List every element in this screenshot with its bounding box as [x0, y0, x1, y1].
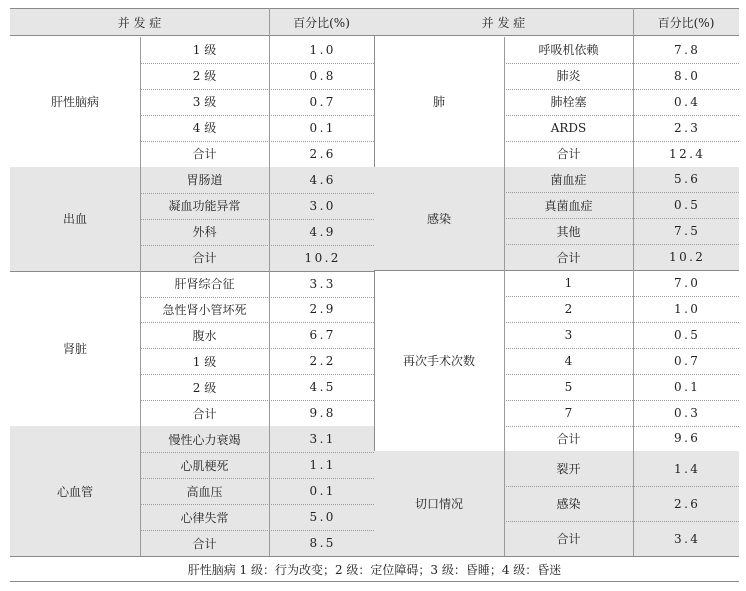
left-row-value: 1 . 0 — [309, 42, 334, 57]
right-row-item: 7 — [564, 405, 573, 420]
right-row-value: 0 . 5 — [674, 198, 698, 213]
left-row-item: 急性肾小管坏死 — [162, 302, 247, 317]
right-row-value: 8 . 0 — [674, 68, 698, 83]
right-row-value: 0 . 1 — [674, 379, 698, 394]
left-row-value: 2 . 9 — [309, 302, 334, 317]
left-row-item: 肝肾综合征 — [174, 277, 235, 292]
right-row-value: 7 . 5 — [674, 224, 698, 239]
right-row-value: 3 . 4 — [674, 531, 698, 546]
right-row-item: 合计 — [556, 250, 581, 265]
right-row-item: 合计 — [556, 532, 581, 547]
left-row-value: 2 . 6 — [309, 146, 334, 161]
left-group-label: 肾脏 — [62, 341, 87, 356]
left-row-value: 4 . 5 — [309, 380, 334, 395]
left-row-item: 合计 — [192, 406, 217, 421]
right-row-item: 合计 — [556, 431, 581, 446]
right-row-value: 2 . 3 — [674, 120, 698, 135]
right-row-value: 0 . 4 — [674, 94, 698, 109]
right-row-value: 1 . 4 — [674, 461, 698, 476]
left-value-col-divider — [269, 271, 270, 427]
left-row-value: 1 0 . 2 — [304, 250, 339, 265]
right-row-value: 1 0 . 2 — [669, 250, 703, 265]
left-row-item: 4 级 — [192, 121, 217, 136]
left-row-item: 3 级 — [192, 95, 217, 110]
left-header-complication: 并 发 症 — [117, 16, 162, 30]
left-row-value: 1 . 1 — [309, 458, 334, 473]
right-row-item: 裂开 — [556, 462, 581, 477]
left-row-item: 胃肠道 — [186, 173, 223, 188]
right-group-col-divider — [504, 451, 505, 556]
left-row-value: 0 . 7 — [309, 94, 334, 109]
left-group-col-divider — [140, 271, 141, 427]
left-row-value: 9 . 8 — [309, 406, 334, 421]
right-group-label: 切口情况 — [414, 497, 463, 512]
right-row-item: 真菌血症 — [544, 198, 593, 213]
left-row-item: 合计 — [192, 251, 217, 266]
left-row-value: 6 . 7 — [309, 328, 334, 343]
right-row-item: 4 — [564, 353, 573, 368]
right-row-value: 9 . 6 — [674, 431, 698, 446]
left-row-value: 8 . 5 — [309, 536, 334, 551]
left-row-item: 慢性心力衰竭 — [168, 432, 241, 447]
left-row-value: 3 . 3 — [309, 276, 334, 291]
right-row-value: 7 . 0 — [674, 276, 698, 291]
right-group-label: 再次手术次数 — [402, 354, 475, 369]
right-group-label: 肺 — [432, 95, 445, 110]
right-row-item: 肺栓塞 — [550, 95, 587, 110]
right-group-col-divider — [504, 270, 505, 451]
right-value-col-divider — [633, 37, 634, 167]
right-row-value: 0 . 5 — [674, 327, 698, 342]
right-group-label: 感染 — [426, 211, 451, 226]
left-row-value: 0 . 1 — [309, 484, 334, 499]
right-row-item: 感染 — [556, 497, 581, 512]
right-row-value: 0 . 3 — [674, 405, 698, 420]
left-row-item: 1 级 — [192, 354, 217, 369]
right-header-percent: 百分比(%) — [657, 16, 715, 30]
left-group-col-divider — [140, 167, 141, 271]
right-row-item: 其他 — [556, 224, 581, 239]
left-value-col-divider — [269, 426, 270, 556]
right-row-value: 2 . 6 — [674, 496, 698, 511]
right-row-value: 1 2 . 4 — [669, 146, 703, 161]
left-row-item: 合计 — [192, 536, 217, 551]
left-row-item: 心律失常 — [180, 510, 229, 525]
right-row-item: 1 — [564, 276, 573, 291]
right-row-value: 0 . 7 — [674, 353, 698, 368]
left-header-percent: 百分比(%) — [293, 16, 350, 30]
left-group-label: 心血管 — [56, 484, 93, 499]
left-group-label: 出血 — [62, 212, 87, 227]
right-row-item: ARDS — [550, 120, 587, 135]
left-row-item: 心肌梗死 — [180, 458, 229, 473]
right-row-item: 2 — [564, 301, 573, 316]
left-row-item: 凝血功能异常 — [168, 199, 241, 214]
left-row-value: 5 . 0 — [309, 510, 334, 525]
table-footnote: 肝性脑病 1 级：行为改变；2 级：定位障碍；3 级：昏睡；4 级：昏迷 — [10, 556, 739, 582]
left-header-divider — [269, 8, 270, 37]
left-value-col-divider — [269, 37, 270, 167]
left-row-value: 4 . 9 — [309, 224, 334, 239]
right-header-complication: 并 发 症 — [481, 16, 526, 30]
right-row-value: 5 . 6 — [674, 172, 698, 187]
right-group-col-divider — [504, 37, 505, 167]
left-row-item: 外科 — [192, 225, 217, 240]
right-value-col-divider — [633, 167, 634, 271]
right-row-value: 1 . 0 — [674, 301, 698, 316]
left-row-item: 2 级 — [192, 69, 217, 84]
left-row-item: 腹水 — [192, 328, 217, 343]
left-row-item: 2 级 — [192, 380, 217, 395]
right-header-divider — [633, 8, 634, 37]
left-row-value: 2 . 2 — [309, 354, 334, 369]
right-row-value: 7 . 8 — [674, 42, 698, 57]
left-row-value: 3 . 1 — [309, 432, 334, 447]
left-group-col-divider — [140, 426, 141, 556]
right-row-item: 3 — [564, 327, 573, 342]
left-row-item: 1 级 — [192, 43, 217, 58]
left-group-label: 肝性脑病 — [50, 95, 99, 110]
right-row-item: 合计 — [556, 147, 581, 162]
left-row-item: 合计 — [192, 147, 217, 162]
right-value-col-divider — [633, 451, 634, 556]
right-group-col-divider — [504, 167, 505, 271]
left-value-col-divider — [269, 167, 270, 271]
left-group-col-divider — [140, 37, 141, 167]
right-row-item: 呼吸机依赖 — [538, 43, 599, 58]
right-row-item: 菌血症 — [550, 172, 587, 187]
left-row-value: 4 . 6 — [309, 172, 334, 187]
right-value-col-divider — [633, 270, 634, 451]
right-row-item: 肺炎 — [556, 69, 581, 84]
right-row-item: 5 — [564, 379, 573, 394]
left-row-item: 高血压 — [186, 484, 223, 499]
left-row-value: 0 . 8 — [309, 68, 334, 83]
left-row-value: 3 . 0 — [309, 198, 334, 213]
left-row-value: 0 . 1 — [309, 120, 334, 135]
